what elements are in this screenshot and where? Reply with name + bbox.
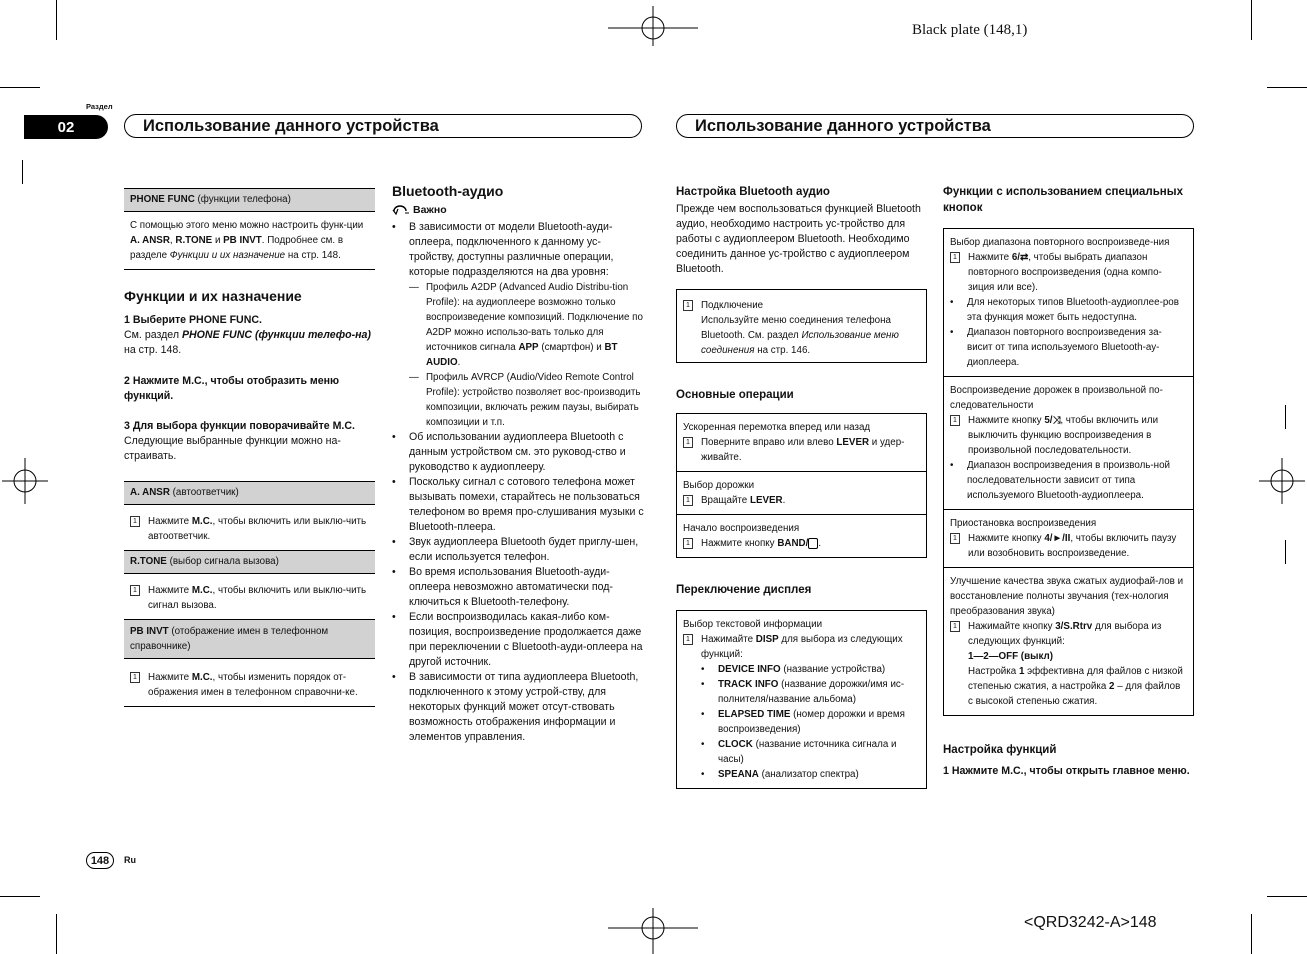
repeat-icon: ⇄ (1020, 252, 1029, 263)
crop-mark (1267, 896, 1307, 897)
basic-operations-table (676, 413, 927, 558)
display-switch-heading: Переключение дисплея (676, 584, 812, 596)
list-item: • TRACK INFO (название дорожки/имя ис-полнителя/название альбома) (701, 679, 905, 705)
r-tone-body: 1 Нажмите M.C., чтобы включить или выклю-чить сигнал вызова. (124, 574, 375, 620)
step-1: 1 Выберите PHONE FUNC. (124, 314, 262, 326)
crop-mark (1267, 87, 1307, 88)
phone-func-table-body: С помощью этого меню можно настроить функ-ции A. ANSR, R.TONE и PB INVT. Подробнее см. в разделе Функции и их назначение на стр. 148. (124, 212, 375, 270)
registration-mark-icon (608, 6, 698, 46)
pb-invt-body: 1 Нажмите M.C., чтобы изменить порядок от-ображения имен в телефонном справочни-ке. (124, 659, 375, 707)
op-start-playback: Начало воспроизведения 1 Нажмите кнопку BAND/ . (677, 514, 926, 557)
plate-label: Black plate (148,1) (912, 22, 1028, 38)
text-info-select: Выбор текстовой информации 1 Нажимайте DISP для выбора из следующих функций: • DEVICE INFO (название устройства) • TRACK INFO (название дорожки/имя ис-полнителя/название альбома) • ELAPSED TIME (номер дорожки и время воспроизведения) • CLOCK (название источника сигнала и часы) • SPEANA (анализатор спектра) (677, 611, 926, 788)
doc-code: <QRD3242-A>148 (1024, 914, 1157, 931)
list-item: • SPEANA (анализатор спектра) (701, 769, 859, 780)
section-number: 02 (24, 115, 108, 139)
step-marker-icon: 1 (950, 415, 960, 426)
list-item: • ELAPSED TIME (номер дорожки и время воспроизведения) (701, 709, 905, 735)
list-item: • Диапазон повторного воспроизведения за-висит от типа используемого Bluetooth-ау-диоплеера. (950, 327, 1162, 368)
bt-audio-setup-intro: Прежде чем воспользоваться функцией Bluetooth аудио, необходимо настроить ус-тройство для работы с аудиоплеером Bluetooth. Необходимо соединить данное ус-тройство с аудиоплеером Bluetooth. (676, 203, 921, 275)
list-item: • CLOCK (название источника сигнала и часы) (701, 739, 897, 765)
pause-playback: Приостановка воспроизведения 1 Нажмите кнопку 4/►/II, чтобы включить паузу или возобновить воспроизведение. (944, 509, 1193, 567)
step-1: 1 Нажмите M.C., чтобы открыть главное меню. (943, 765, 1190, 777)
step-marker-icon: 1 (950, 533, 960, 544)
band-icon (808, 538, 818, 549)
sound-retriever: Улучшение качества звука сжатых аудиофай-лов и восстановление полноты звучания (тех-нология преобразования звука) 1 Нажимайте кнопку 3/S.Rtrv для выбора из следующих функций: 1—2—OFF (выкл) Настройка 1 эффективна для файлов с низкой степенью сжатия, а настройка 2 – для файлов с высокой степенью сжатия. (944, 567, 1193, 715)
page-title-right: Использование данного устройства (676, 114, 1194, 138)
display-table (676, 610, 927, 789)
crop-mark (1251, 914, 1252, 954)
sub-list-item: — Профиль A2DP (Advanced Audio Distribu-tion Profile): на аудиоплеере возможно только воспроизведение композиций. Подключение по A2DP можно использо-вать только для источников сигнала APP (смартфон) и BT AUDIO. (409, 282, 643, 368)
a-ansr-body: 1 Нажмите M.C., чтобы включить или выклю-чить автоответчик. (124, 505, 375, 551)
phone-func-table-header: PHONE FUNC (функции телефона) (124, 188, 375, 212)
step-marker-icon: 1 (950, 621, 960, 632)
step-3: 3 Для выбора функции поворачивайте M.C. (124, 420, 355, 432)
sub-list-item: — Профиль AVRCP (Audio/Video Remote Control Profile): устройство позволяет вос-производить композиции, включать режим паузы, выбирать композиции и т.п. (409, 372, 641, 428)
pb-invt-header: PB INVT (отображение имен в телефонном справочнике) (124, 620, 375, 659)
shuffle-icon: ⤨ (1052, 415, 1061, 426)
a-ansr-header: A. ANSR (автоответчик) (124, 481, 375, 505)
column-1 (124, 188, 375, 707)
list-item: • В зависимости от типа аудиоплеера Bluetooth, подключенного к этому устрой-ству, для некоторых функций может отсут-ствовать возможность отображения информации и элементов управления. (392, 671, 639, 743)
step-marker-icon: 1 (683, 300, 693, 311)
list-item: • DEVICE INFO (название устройства) (701, 664, 886, 675)
r-tone-header: R.TONE (выбор сигнала вызова) (124, 551, 375, 574)
side-mark (1285, 405, 1286, 429)
page-title-left: Использование данного устройства (124, 114, 642, 138)
functions-heading: Функции и их назначение (124, 288, 302, 304)
step-marker-icon: 1 (683, 437, 693, 448)
page-number-badge (86, 852, 114, 869)
step-marker-icon: 1 (130, 585, 140, 596)
column-4 (943, 184, 1194, 779)
registration-mark-icon (2, 458, 48, 504)
crop-mark (0, 896, 40, 897)
special-buttons-table (943, 228, 1194, 716)
list-item: • Поскольку сигнал с сотового телефона может вызывать помехи, старайтесь не пользоваться телефоном во время про-слушивания музыки с Bluetooth-плеера. (392, 476, 644, 533)
op-fast-forward: Ускоренная перемотка вперед или назад 1 Поверните вправо или влево LEVER и удер-живайте. (683, 422, 905, 463)
step-marker-icon: 1 (950, 252, 960, 263)
bt-audio-setup-heading: Настройка Bluetooth аудио (676, 186, 830, 198)
crop-mark (56, 914, 57, 954)
step-marker-icon: 1 (130, 516, 140, 527)
shuffle-play: Воспроизведение дорожек в произвольной по-следовательности 1 Нажмите кнопку 5/⤨, чтобы включить или выключить функцию воспроизведения в произвольной последовательности. • Диапазон воспроизведения в произволь-ной последовательности зависит от типа используемого Bluetooth-аудиоплеера. (944, 376, 1193, 509)
list-item: • Звук аудиоплеера Bluetooth будет приглу-шен, если используется телефон. (392, 536, 639, 563)
repeat-range: Выбор диапазона повторного воспроизведе-ния 1 Нажмите 6/⇄, чтобы выбрать диапазон повторного воспроизведения (одна компо-зиция или все). • Для некоторых типов Bluetooth-аудиоплее-ров эта функция может быть недоступна. • Диапазон повторного воспроизведения за-висит от типа используемого Bluetooth-ау-диоплеера. (944, 229, 1193, 376)
important-icon (392, 205, 410, 217)
registration-mark-icon (1259, 458, 1305, 504)
page-number: 148 (90, 854, 110, 867)
language-code: Ru (124, 855, 136, 865)
connection-box: 1 Подключение Используйте меню соединения телефона Bluetooth. См. раздел Использование меню соединения на стр. 146. (676, 289, 927, 363)
special-buttons-heading: Функции с использованием специальных кнопок (943, 186, 1183, 214)
basic-operations-heading: Основные операции (676, 389, 794, 401)
function-settings-heading: Настройка функций (943, 744, 1057, 756)
op-track-select: Выбор дорожки 1 Вращайте LEVER. (677, 471, 926, 514)
list-item: • Для некоторых типов Bluetooth-аудиоплее-ров эта функция может быть недоступна. (950, 297, 1179, 323)
step-marker-icon: 1 (683, 538, 693, 549)
side-mark (22, 160, 23, 184)
list-item: • Диапазон воспроизведения в произволь-ной последовательности зависит от типа используемого Bluetooth-аудиоплеера. (950, 460, 1171, 501)
step-marker-icon: 1 (683, 634, 693, 645)
column-3 (676, 184, 927, 789)
crop-mark (56, 0, 57, 40)
list-item: • Если воспроизводилась какая-либо ком-позиция, воспроизведение продолжается даже при переключении с Bluetooth-ауди-оплеера на другой источник. (392, 611, 643, 668)
crop-mark (1251, 0, 1252, 40)
registration-mark-icon (608, 908, 698, 954)
side-mark (1285, 540, 1286, 564)
bluetooth-audio-heading: Bluetooth-аудио (392, 183, 504, 199)
list-item: • Во время использования Bluetooth-ауди-оплеера невозможно автоматически под-ключиться к Bluetooth-телефону. (392, 566, 613, 608)
step-marker-icon: 1 (683, 495, 693, 506)
step-marker-icon: 1 (130, 672, 140, 683)
section-label: Раздел (86, 102, 113, 111)
list-item: • Об использовании аудиоплеера Bluetooth с данным устройством см. это руковод-ство и руководство к аудиоплееру. (392, 431, 626, 473)
crop-mark (0, 87, 40, 88)
step-2: 2 Нажмите M.C., чтобы отобразить меню функций. (124, 375, 340, 402)
step-1-text: См. раздел PHONE FUNC (функции телефо-на) на стр. 148. (124, 329, 371, 356)
step-3-text: Следующие выбранные функции можно на-страивать. (124, 435, 341, 462)
list-item: • В зависимости от модели Bluetooth-ауди-оплеера, подключенного к данному ус-тройству, доступны различные операции, которые подразделяются на два уровня: (392, 221, 614, 278)
column-2 (392, 184, 644, 745)
important-note: Важно (392, 203, 644, 218)
